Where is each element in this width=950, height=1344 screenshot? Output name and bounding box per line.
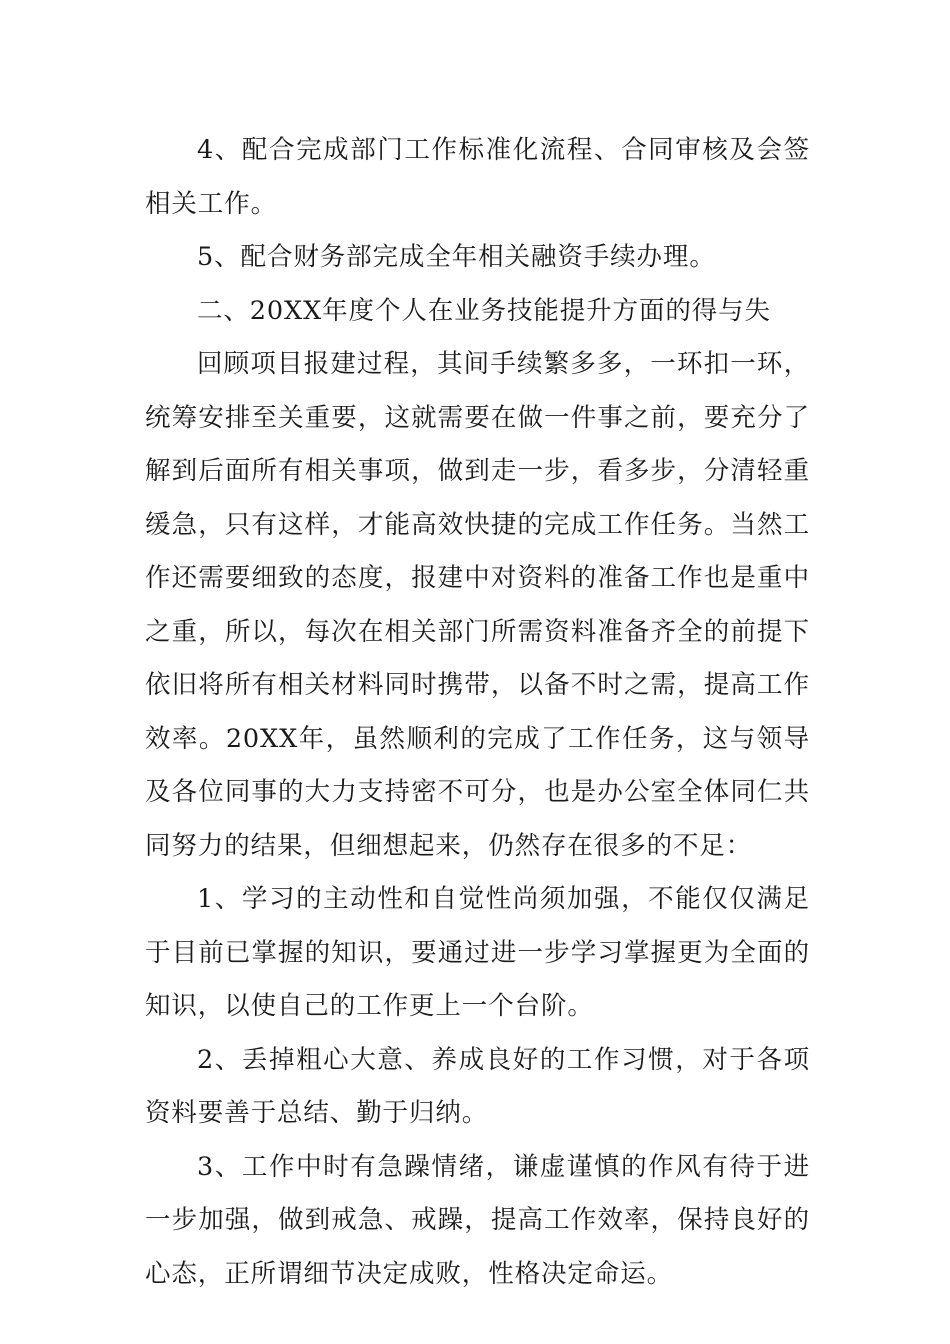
paragraph-shortcoming-1: 1、学习的主动性和自觉性尚须加强，不能仅仅满足于目前已掌握的知识，要通过进一步学习掌握更为全面的知识，以使自己的工作更上一个台阶。 [145,884,810,1021]
paragraph-item-5: 5、配合财务部完成全年相关融资手续办理。 [197,242,716,272]
paragraph-review: 回顾项目报建过程，其间手续繁多多，一环扣一环，统筹安排至关重要，这就需要在做一件事之前，要充分了解到后面所有相关事项，做到走一步，看多步，分清轻重缓急，只有这样，才能高效快捷的完成工作任务。当然工作还需要细致的态度，报建中对资料的准备工作也是重中之重，所以，每次在相关部门所需资料准备齐全的前提下依旧将所有相关材料同时携带，以备不时之需，提高工作效率。20XX年，虽然顺利的完成了工作任务，这与领导及各位同事的大力支持密不可分，也是办公室全体同仁共同努力的结果，但细想起来，仍然存在很多的不足： [145,349,810,861]
document-body [145,124,810,1301]
paragraph-item-4: 4、配合完成部门工作标准化流程、合同审核及会签相关工作。 [145,135,810,219]
paragraph-shortcoming-2: 2、丢掉粗心大意、养成良好的工作习惯，对于各项资料要善于总结、勤于归纳。 [145,1044,810,1128]
paragraph-shortcoming-3: 3、工作中时有急躁情绪，谦虚谨慎的作风有待于进一步加强，做到戒急、戒躁，提高工作效率，保持良好的心态，正所谓细节决定成败，性格决定命运。 [145,1151,810,1289]
section-heading: 二、20XX年度个人在业务技能提升方面的得与失 [197,295,771,326]
